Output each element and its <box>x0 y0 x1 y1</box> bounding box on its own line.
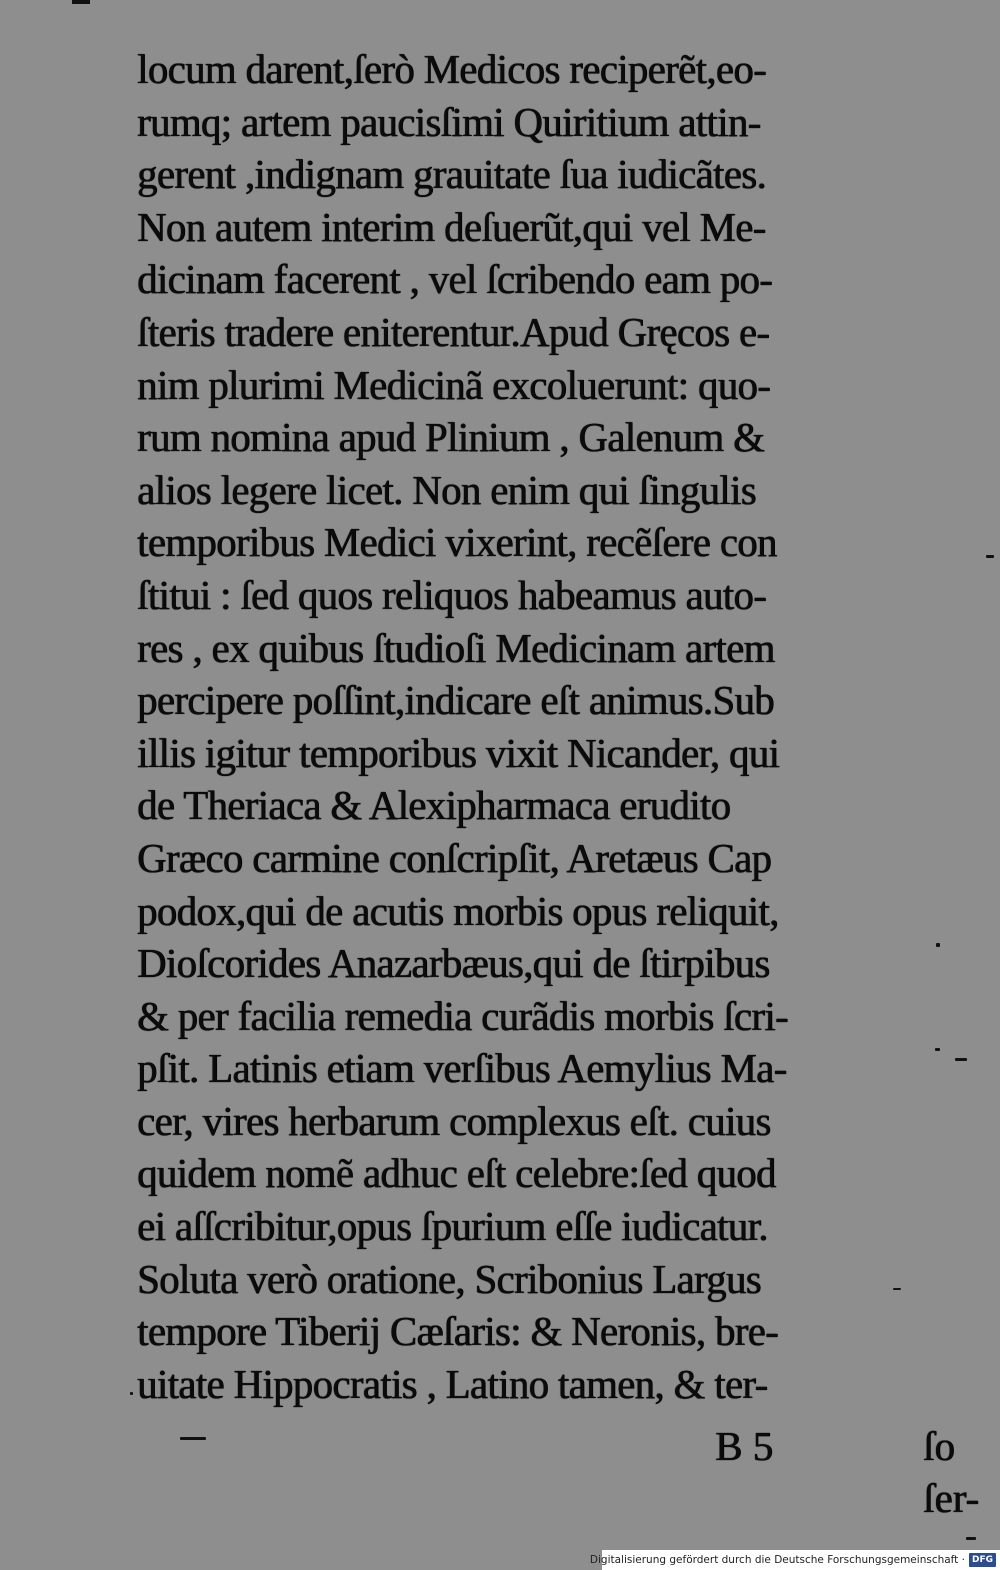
text-line: podox,qui de acutis morbis opus reliquit, <box>137 888 779 934</box>
scan-speck <box>966 1537 976 1540</box>
scan-speck <box>936 943 940 947</box>
footer-funding-text: Digitalisierung gefördert durch die Deutsche Forschungsgemeinschaft · <box>589 1554 965 1566</box>
text-line: de Theriaca & Alexipharmaca erudito <box>137 783 731 829</box>
scan-speck <box>180 1437 206 1440</box>
signature-mark: B 5 <box>715 1423 774 1469</box>
scan-speck <box>935 1048 940 1051</box>
text-line: rum nomina apud Plinium , Galenum & <box>137 415 765 461</box>
text-line: percipere poſſint,indicare eſt animus.Sub <box>137 678 774 724</box>
text-line: illis igitur temporibus vixit Nicander, qui <box>137 730 780 776</box>
text-line: Non autem interim deſuerũt,qui vel Me- <box>137 204 766 250</box>
text-line: Soluta verò oratione, Scribonius Largus <box>137 1256 761 1302</box>
text-line: dicinam facerent , vel ſcribendo eam po- <box>137 257 773 303</box>
footer-bar <box>589 1550 1000 1570</box>
top-edge-mark <box>72 0 90 4</box>
text-line: res , ex quibus ſtudioſi Medicinam artem <box>137 625 775 671</box>
text-line: cer, vires herbarum complexus eſt. cuius <box>137 1098 771 1144</box>
text-line: locum darent,ſerò Medicos reciperẽt,eo- <box>137 47 766 92</box>
text-line: alios legere licet. Non enim qui ſingulis <box>137 467 756 513</box>
scan-speck <box>955 1058 967 1061</box>
text-line: ſtitui : ſed quos reliquos habeamus auto- <box>137 572 767 618</box>
text-line: rumq; artem paucisſimi Quiritium attin- <box>137 99 761 145</box>
body-text <box>137 44 887 1411</box>
text-line: nim plurimi Medicinã excoluerunt: quo- <box>137 362 771 408</box>
text-line: temporibus Medici vixerint, recẽſere con <box>137 520 777 566</box>
scan-speck <box>986 555 994 558</box>
text-line: tempore Tiberij Cæſaris: & Neronis, bre- <box>137 1309 778 1355</box>
text-line: Dioſcorides Anazarbæus,qui de ſtirpibus <box>137 941 770 987</box>
text-line: pſit. Latinis etiam verſibus Aemylius Ma- <box>137 1046 787 1092</box>
scan-speck <box>893 1288 901 1290</box>
text-line: ſteris tradere eniterentur.Apud Gręcos e- <box>137 309 770 355</box>
catch-line <box>137 1420 980 1521</box>
text-line: Græco carmine conſcripſit, Aretæus Cap <box>137 835 772 881</box>
text-line: ei aſſcribitur,opus ſpurium eſſe iudicatur. <box>137 1204 768 1250</box>
scan-speck <box>130 1392 133 1395</box>
text-line: quidem nomẽ adhuc eſt celebre:ſed quod <box>137 1151 776 1197</box>
text-line: & per facilia remedia curãdis morbis ſcri- <box>137 993 788 1039</box>
dfg-logo: DFG <box>969 1553 996 1567</box>
catchword: ſo ſer- <box>923 1423 980 1521</box>
text-line: gerent ,indignam grauitate ſua iudicãtes. <box>137 152 766 198</box>
text-line: uitate Hippocratis , Latino tamen, & ter- <box>137 1361 768 1407</box>
